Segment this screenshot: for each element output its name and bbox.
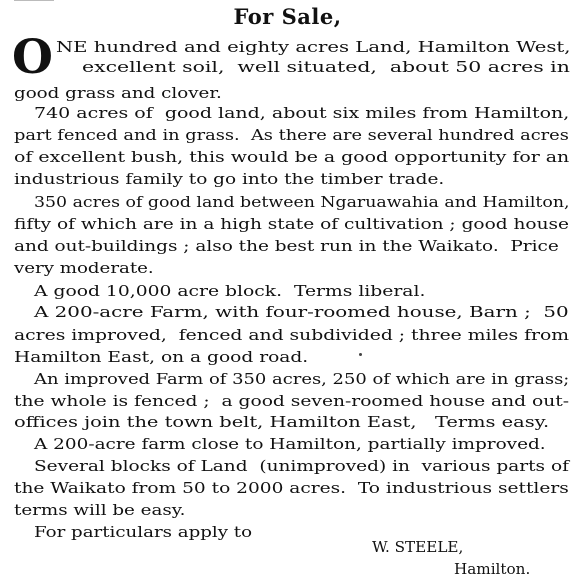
ad-line: terms will be easy. (14, 501, 186, 519)
ad-line: very moderate. (14, 259, 154, 277)
ad-line: For particulars apply to (34, 523, 253, 541)
ad-line: Hamilton East, on a good road. (14, 348, 309, 366)
ad-line: the whole is fenced ; a good seven-roomed house and out- (14, 392, 570, 410)
ad-line: An improved Farm of 350 acres, 250 of which are in grass; (34, 370, 570, 388)
ad-line: A 200-acre Farm, with four-roomed house, Barn ; 50 (34, 303, 569, 321)
signature-place: Hamilton. (454, 560, 531, 578)
ad-heading: For Sale, (233, 4, 342, 29)
ad-line: fifty of which are in a high state of cultivation ; good house (14, 215, 569, 233)
ad-line: the Waikato from 50 to 2000 acres. To industrious settlers (14, 479, 569, 497)
signature-name: W. STEELE, (372, 538, 464, 556)
ad-line: of excellent bush, this would be a good opportunity for an (14, 148, 570, 166)
ad-line: part fenced and in grass. As there are several hundred acres (14, 126, 569, 144)
print-speck (359, 353, 362, 356)
ad-line: A 200-acre farm close to Hamilton, partially improved. (34, 435, 546, 453)
ad-line: and out-buildings ; also the best run in the Waikato. Price (14, 237, 559, 255)
drop-cap: O (12, 30, 53, 85)
ad-line: A good 10,000 acre block. Terms liberal. (34, 282, 426, 300)
print-mark (14, 0, 54, 1)
ad-line: offices join the town belt, Hamilton East, Terms easy. (14, 413, 550, 431)
ad-line: excellent soil, well situated, about 50 acres in (82, 58, 570, 76)
ad-line: acres improved, fenced and subdivided ; three miles from (14, 326, 570, 344)
ad-line: 740 acres of good land, about six miles from Hamilton, (34, 104, 570, 122)
ad-line: good grass and clover. (14, 84, 222, 102)
ad-line: NE hundred and eighty acres Land, Hamilton West, (56, 38, 571, 56)
ad-line: industrious family to go into the timber trade. (14, 170, 445, 188)
ad-line: 350 acres of good land between Ngaruawahia and Hamilton, (34, 193, 570, 211)
ad-line: Several blocks of Land (unimproved) in various parts of (34, 457, 569, 475)
